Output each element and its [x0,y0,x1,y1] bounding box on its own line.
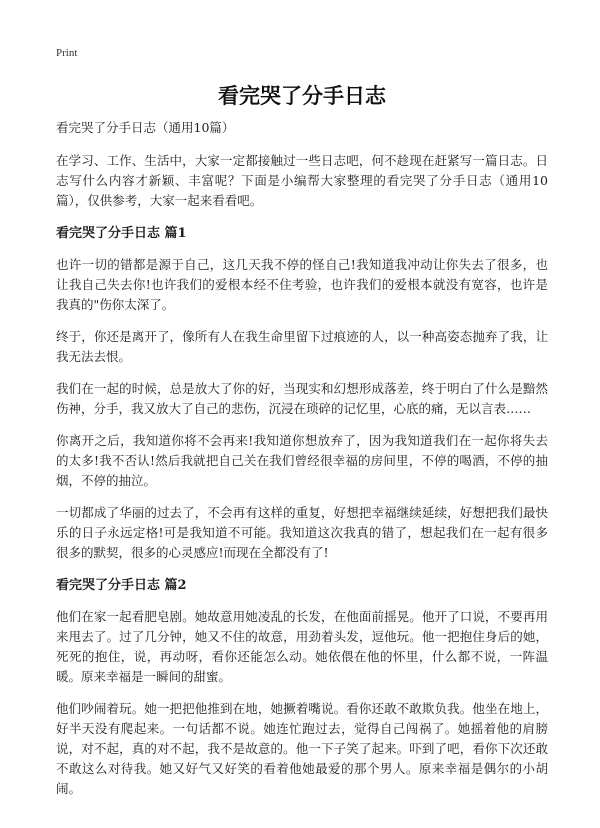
page-title: 看完哭了分手日志 [218,83,386,108]
document-subtitle: 看完哭了分手日志（通用10篇） [56,120,235,135]
intro-paragraph: 在学习、工作、生活中，大家一定都接触过一些日志吧，何不趁现在赶紧写一篇日志。日志写什么内容才新颖、丰富呢？下面是小编帮大家整理的看完哭了分手日志（通用10篇），仅供参考，大家一起来看看吧。 [56,153,548,208]
section-1-paragraph: 一切都成了华丽的过去了，不会再有这样的重复，好想把幸福继续延续，好想把我们最快乐的日子永远定格!可是我知道不可能。我知道这次我真的错了，想起我们在一起有很多很多的默契，很多的心灵感应!而现在全都没有了! [56,505,548,560]
document-body [56,119,548,811]
section-heading-1: 看完哭了分手日志 篇1 [56,226,187,241]
section-2-paragraph: 他们吵闹着玩。她一把把他推到在地，她撅着嘴说。看你还敢不敢欺负我。他坐在地上，好半天没有爬起来。一句话都不说。她连忙跑过去，觉得自己闯祸了。她摇着他的肩膀说，对不起，真的对不起，我不是故意的。他一下子笑了起来。吓到了吧，看你下次还敢不敢这么对待我。她又好气又好笑的看着他她最爱的那个男人。原来幸福是偶尔的小胡闹。 [56,701,548,796]
section-2-paragraph: 他们在家一起看肥皂剧。她故意用她凌乱的长发，在他面前摇晃。他开了口说，不要再用来甩去了。过了几分钟，她又不住的故意，用劲着头发，逗他玩。他一把抱住身后的她，死死的抱住，说，再动呀，看你还能怎么动。她依偎在他的怀里，什么都不说，一阵温暖。原来幸福是一瞬间的甜蜜。 [56,609,548,684]
section-1-paragraph: 我们在一起的时候，总是放大了你的好，当现实和幻想形成落差，终于明白了什么是黯然伤神，分手，我又放大了自己的悲伤，沉浸在琐碎的记忆里，心底的痛，无以言表…… [56,381,548,416]
section-1-paragraph: 也许一切的错都是源于自己，这几天我不停的怪自己!我知道我冲动让你失去了很多，也让我自己失去你!也许我们的爱根本经不住考验，也许我们的爱根本就没有宽容，也许是我真的"伤你太深了。 [56,257,548,312]
section-1-paragraph: 你离开之后，我知道你将不会再来!我知道你想放弃了，因为我知道我们在一起你将失去的太多!我不否认!然后我就把自己关在我们曾经很幸福的房间里，不停的喝酒，不停的抽烟，不停的抽泣。 [56,433,548,488]
section-1-paragraph: 终于，你还是离开了，像所有人在我生命里留下过痕迹的人，以一种高姿态抛弃了我，让我无法去恨。 [56,329,548,364]
section-heading-2: 看完哭了分手日志 篇2 [56,578,187,593]
print-label[interactable]: Print [56,47,78,59]
